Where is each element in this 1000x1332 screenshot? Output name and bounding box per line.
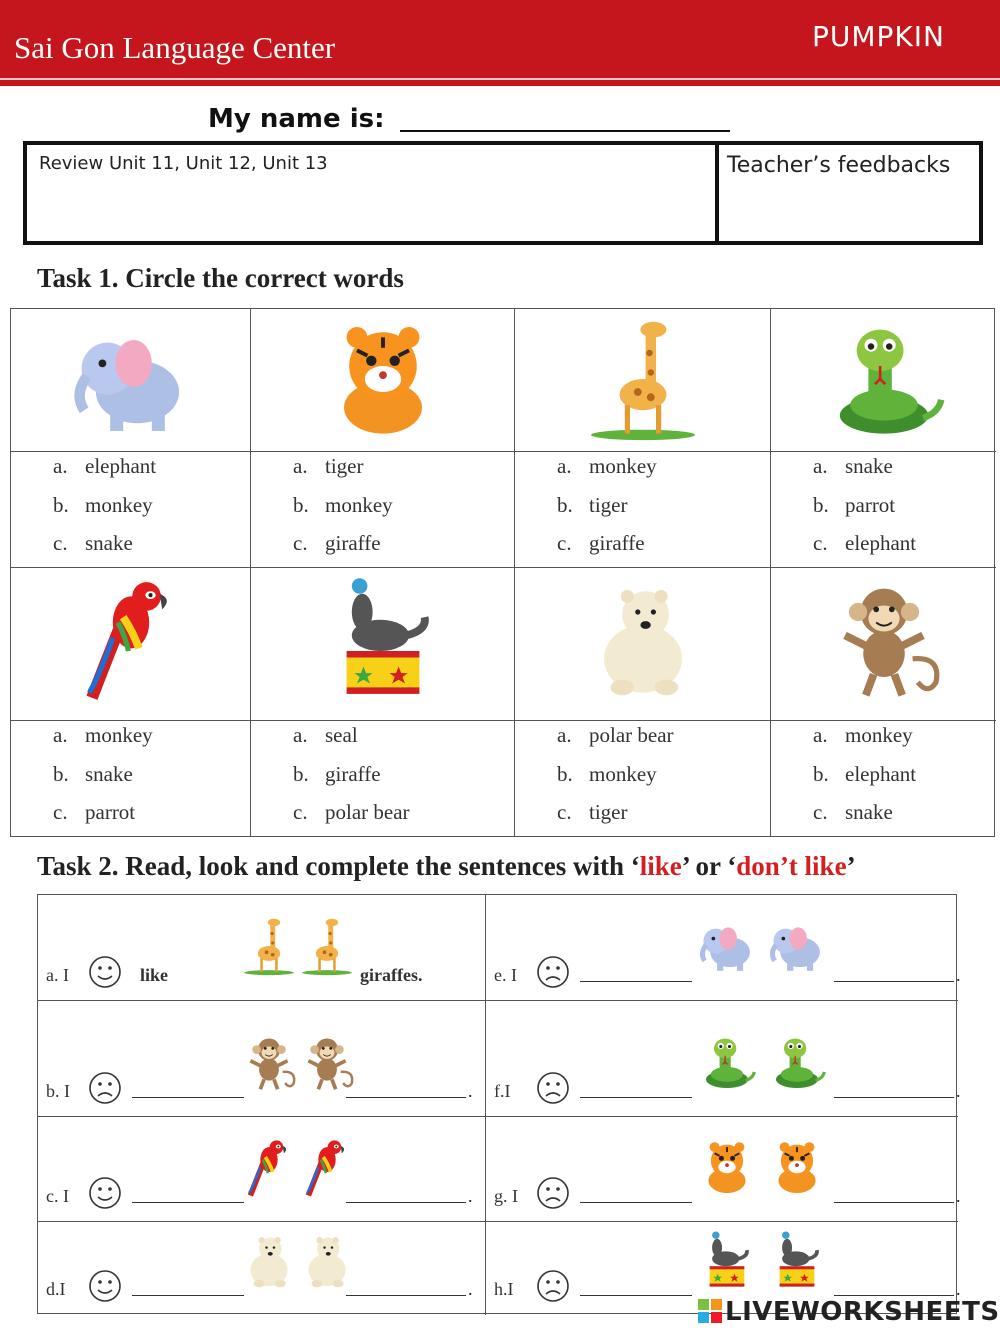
noun-blank[interactable] [346,1202,466,1203]
giraffe-icon [578,314,708,444]
task1-option[interactable] [53,454,156,479]
task2-noun: giraffes. [360,965,423,985]
task1-option[interactable] [293,531,381,556]
option-letter: a. [293,723,308,747]
task2-title-dont-like: don’t like [736,851,847,881]
task2-cell [38,1222,486,1315]
option-letter: a. [293,454,308,478]
snake-icon [696,1027,758,1097]
task1-grid [10,308,995,837]
task1-options-cell [515,452,771,568]
snake-icon [819,314,949,444]
task1-image-cell [771,568,996,721]
noun-blank[interactable] [834,981,954,982]
polar-bear-icon [238,1225,300,1295]
task1-option[interactable] [813,762,916,787]
option-word: monkey [845,723,913,747]
task1-option[interactable] [557,493,627,518]
monkey-icon [296,1027,358,1097]
elephant-icon [696,911,758,981]
tiger-icon [766,1132,828,1202]
task2-label: g. I [494,1186,518,1206]
task1-option[interactable] [813,493,895,518]
option-letter: a. [557,454,572,478]
feedback-label: Teacher’s feedbacks [727,153,951,178]
org-name: Sai Gon Language Center [14,30,336,65]
task1-options-cell [251,452,515,568]
period: . [468,1186,473,1206]
sad-face-icon [88,1071,122,1105]
info-divider [715,145,719,241]
option-letter: b. [293,492,309,517]
option-word: snake [845,800,893,824]
option-letter: a. [813,723,828,747]
seal-icon [766,1225,828,1295]
task2-cell [486,895,961,1001]
option-word: monkey [589,761,657,786]
task2-label: e. I [494,965,517,985]
task1-option[interactable] [53,762,133,787]
task2-title-like: like [639,851,682,881]
name-input-line[interactable] [400,130,730,132]
task2-label: a. I [46,965,69,985]
task1-option[interactable] [813,800,893,825]
option-letter: a. [53,454,68,478]
task1-option[interactable] [53,800,135,825]
option-letter: c. [813,800,828,824]
task1-image-cell [515,568,771,721]
parrot-icon [238,1132,300,1202]
option-letter: c. [293,800,308,824]
noun-blank[interactable] [834,1295,954,1296]
option-word: snake [85,761,133,786]
tiger-icon [696,1132,758,1202]
snake-icon [766,1027,828,1097]
task1-options-cell [515,721,771,837]
task1-option[interactable] [557,531,645,556]
option-word: monkey [85,723,153,747]
option-letter: b. [557,492,573,517]
option-letter: a. [53,723,68,747]
polar-bear-icon [578,573,708,703]
option-word: parrot [85,800,136,824]
option-letter: b. [813,492,829,517]
option-letter: c. [557,531,572,555]
elephant-icon [66,314,196,444]
noun-blank[interactable] [346,1295,466,1296]
giraffe-icon [238,911,300,981]
task2-grid [37,894,961,1314]
task2-cell [38,1001,486,1117]
option-letter: b. [293,761,309,786]
answer-blank[interactable] [580,1295,692,1296]
option-letter: c. [813,531,828,555]
task1-option[interactable] [53,531,133,556]
sad-face-icon [536,1071,570,1105]
task2-verb: like [140,965,169,985]
period: . [956,1081,961,1101]
sad-face-icon [536,1269,570,1303]
task1-image-cell [251,309,515,452]
task1-title: Task 1. Circle the correct words [37,263,404,293]
option-letter: c. [53,800,68,824]
period: . [956,1186,961,1206]
task1-options-cell [251,721,515,837]
header-banner [0,0,1000,86]
option-word: tiger [589,800,628,824]
option-word: tiger [589,492,628,517]
answer-blank[interactable] [132,1097,244,1098]
option-letter: a. [813,454,828,478]
option-word: elephant [85,454,157,478]
option-word: tiger [325,454,364,478]
brand-name: PUMPKIN [812,20,945,53]
option-word: polar bear [589,723,674,747]
answer-blank[interactable] [132,1295,244,1296]
task1-image-cell [515,309,771,452]
option-word: seal [325,723,358,747]
task1-image-cell [251,568,515,721]
task1-option[interactable] [813,454,893,479]
option-word: giraffe [589,531,645,555]
liveworksheets-mark-icon [698,1299,722,1323]
period: . [956,965,961,985]
task1-options-cell [771,452,996,568]
task1-option[interactable] [813,531,916,556]
name-label: My name is: [208,104,385,134]
happy-face-icon [88,1176,122,1210]
task2-label: d.I [46,1279,66,1299]
task1-options-cell [771,721,996,837]
period: . [468,1279,473,1299]
option-letter: b. [813,761,829,786]
happy-face-icon [88,955,122,989]
task2-title [37,851,856,882]
task2-cell [38,895,486,1001]
happy-face-icon [88,1269,122,1303]
option-word: parrot [845,492,896,517]
monkey-icon [819,573,949,703]
task2-title-mid: ’ or ‘ [681,851,737,881]
sad-face-icon [536,955,570,989]
option-letter: c. [557,800,572,824]
option-letter: a. [557,723,572,747]
task1-options-cell [11,452,251,568]
polar-bear-icon [296,1225,358,1295]
task1-option[interactable] [293,762,381,787]
giraffe-icon [296,911,358,981]
noun-blank[interactable] [834,1202,954,1203]
task2-label: h.I [494,1279,514,1299]
info-box [23,141,983,245]
task2-title-prefix: Task 2. Read, look and complete the sentences with ‘ [37,851,640,881]
task1-option[interactable] [557,762,657,787]
task2-cell [38,1117,486,1222]
answer-blank[interactable] [580,981,692,982]
parrot-icon [296,1132,358,1202]
task1-option[interactable] [557,800,627,825]
answer-blank[interactable] [580,1202,692,1203]
task1-image-cell [11,309,251,452]
option-letter: c. [293,531,308,555]
header-divider [0,78,1000,80]
option-word: snake [845,454,893,478]
task1-option[interactable] [557,723,674,748]
seal-icon [696,1225,758,1295]
option-word: monkey [325,492,393,517]
period: . [468,1081,473,1101]
elephant-icon [766,911,828,981]
option-letter: b. [53,761,69,786]
task2-label: c. I [46,1186,69,1206]
option-letter: b. [557,761,573,786]
option-word: polar bear [325,800,410,824]
task1-options-cell [11,721,251,837]
answer-blank[interactable] [132,1202,244,1203]
task2-cell [486,1001,961,1117]
option-letter: c. [53,531,68,555]
sad-face-icon [536,1176,570,1210]
seal-icon [318,573,448,703]
task1-option[interactable] [293,454,363,479]
tiger-icon [318,314,448,444]
task1-option[interactable] [293,723,358,748]
monkey-icon [238,1027,300,1097]
answer-blank[interactable] [580,1097,692,1098]
option-word: elephant [845,531,917,555]
review-text: Review Unit 11, Unit 12, Unit 13 [39,153,328,174]
task1-image-cell [11,568,251,721]
task1-option[interactable] [53,723,153,748]
task1-option[interactable] [557,454,657,479]
task1-option[interactable] [293,493,393,518]
task1-image-cell [771,309,996,452]
option-word: giraffe [325,531,381,555]
task2-label: b. I [46,1081,70,1101]
period: . [956,1279,961,1299]
liveworksheets-logo [698,1297,1000,1327]
noun-blank[interactable] [834,1097,954,1098]
task2-title-suffix: ’ [846,851,856,881]
task2-cell [486,1117,961,1222]
task2-label: f.I [494,1081,511,1101]
task1-option[interactable] [813,723,913,748]
option-word: snake [85,531,133,555]
option-word: monkey [589,454,657,478]
noun-blank[interactable] [346,1097,466,1098]
option-word: giraffe [325,761,381,786]
task1-option[interactable] [53,493,153,518]
option-letter: b. [53,492,69,517]
parrot-icon [66,573,196,703]
task1-option[interactable] [293,800,410,825]
option-word: monkey [85,492,153,517]
option-word: elephant [845,761,917,786]
liveworksheets-text: LIVEWORKSHEETS [725,1297,1000,1327]
